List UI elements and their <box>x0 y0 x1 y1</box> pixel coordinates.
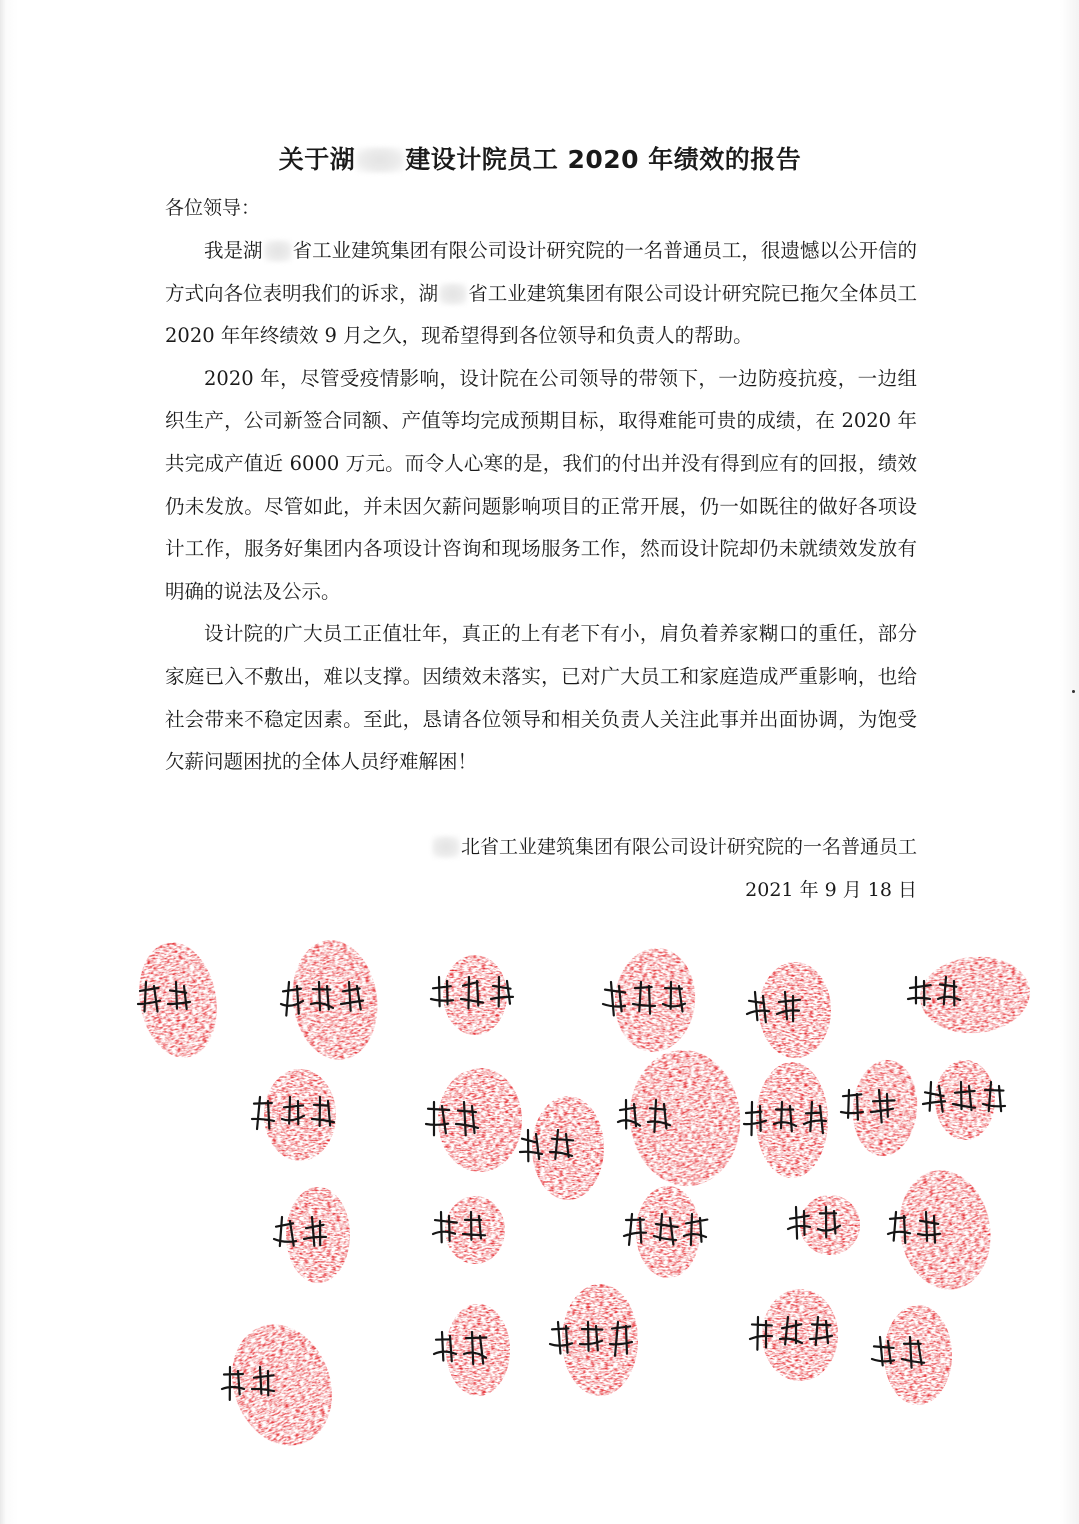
fingerprint-3-1 <box>286 1187 350 1283</box>
paragraph-1 <box>165 230 917 358</box>
paragraph-1-part2: 省工业建筑集团有限公司设计研究院的一名普通员工，很遗憾以公开信的方式向各位表明我们的诉求，湖 <box>165 239 917 305</box>
redaction-blur <box>432 836 460 858</box>
paragraph-2: 2020 年，尽管受疫情影响，设计院在公司领导的带领下，一边防疫抗疫，一边组织生产，公司新签合同额、产值等均完成预期目标，取得难能可贵的成绩，在 2020 年共完成产值近 6000 万元。而令人心寒的是，我们的付出并没有得到应有的回报，绩效仍未发放。尽管如此，并未因欠薪问题影响项目的正常开展，仍一如既往的做好各项设计工作，服务好集团内各项设计咨询和现场服务工作，然而设计院却仍未就绩效发放有明确的说法及公示。 <box>165 366 917 603</box>
signature-date: 2021 年 9 月 18 日 <box>745 879 917 901</box>
redaction-blur <box>264 240 292 262</box>
paragraph-1-part3: 省工业建筑集团有限公司设计研究院已拖欠全体员工 2020 年年终绩效 9 月之久，现希望得到各位领导和负责人的帮助。 <box>165 281 917 348</box>
fingerprint-1-3 <box>443 955 507 1035</box>
fingerprint-2-2 <box>438 1068 522 1172</box>
fingerprint-1-6 <box>917 952 1033 1037</box>
redaction-blur <box>439 283 467 305</box>
fingerprint-4-2 <box>446 1304 510 1396</box>
paragraph-1-part1: 我是湖 <box>204 239 263 262</box>
fingerprint-3-4 <box>800 1195 860 1255</box>
redaction-blur <box>356 147 404 173</box>
fingerprint-4-5 <box>884 1305 952 1405</box>
fingerprint-signatures <box>0 920 1079 1480</box>
salutation: 各位领导： <box>165 197 261 219</box>
fingerprint-2-1 <box>264 1069 336 1161</box>
fingerprint-3-5 <box>890 1163 999 1297</box>
fingerprint-1-2 <box>285 935 385 1066</box>
title-part2: 建设计院员工 2020 年绩效的报告 <box>405 145 802 174</box>
paragraph-3: 设计院的广大员工正值壮年，真正的上有老下有小，肩负着养家糊口的重任，部分家庭已入不敷出，难以支撑。因绩效未落实，已对广大员工和家庭造成严重影响，也给社会带来不稳定因素。至此，恳请各位领导和相关负责人关注此事并出面协调，为饱受欠薪问题困扰的全体人员纾难解困！ <box>165 622 917 774</box>
signature-text: 北省工业建筑集团有限公司设计研究院的一名普通员工 <box>460 836 917 858</box>
fingerprint-3-2 <box>445 1196 505 1264</box>
fingerprint-1-4 <box>611 945 700 1056</box>
letter-body <box>165 230 917 784</box>
speck <box>1072 690 1075 693</box>
document-title <box>160 140 920 176</box>
title-part1: 关于湖 <box>278 145 356 174</box>
fingerprint-4-1 <box>216 1310 349 1459</box>
fingerprint-2-4 <box>624 1045 745 1190</box>
signature-line <box>431 832 917 859</box>
fingerprint-2-7 <box>935 1060 995 1140</box>
